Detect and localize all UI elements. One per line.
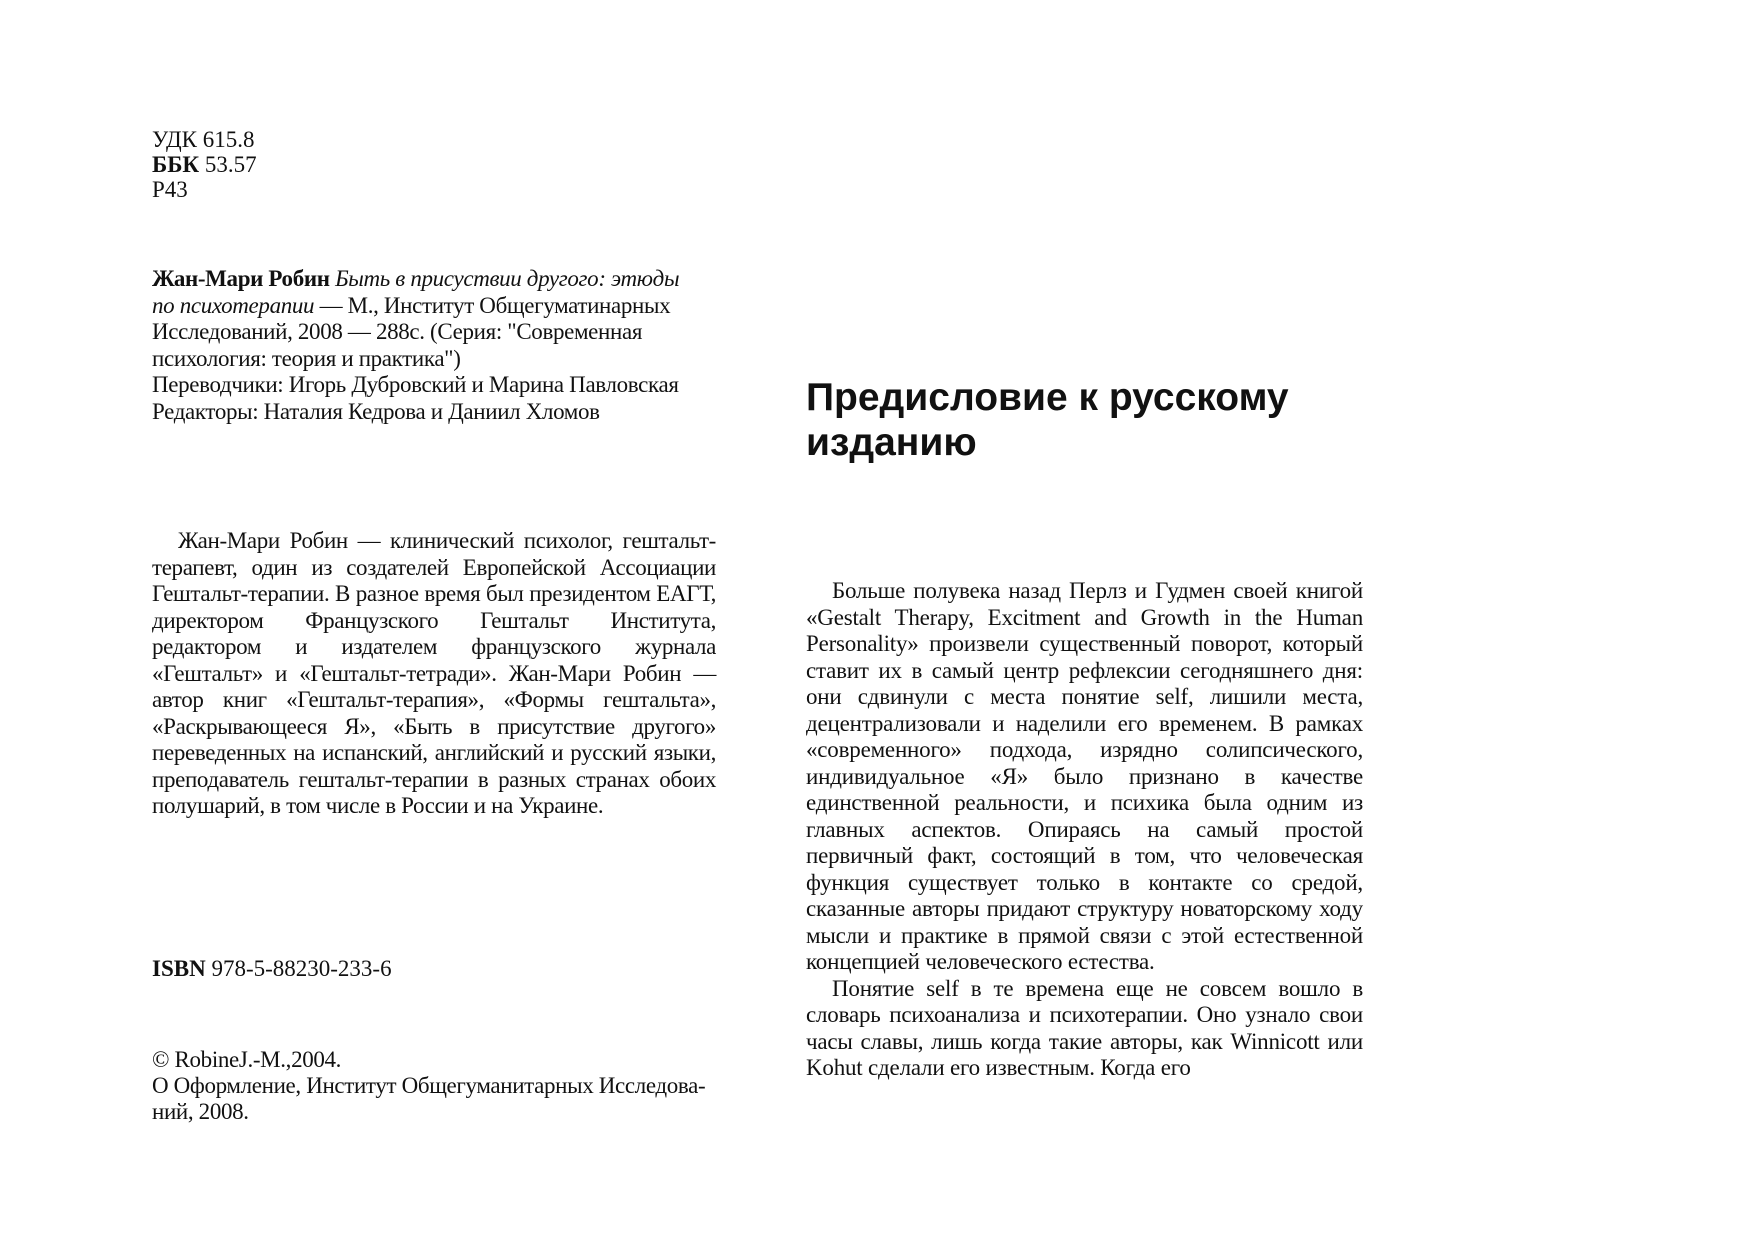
classification-block <box>152 127 452 202</box>
left-page <box>0 0 876 1241</box>
udk-label: УДК <box>152 127 197 152</box>
preface-paragraph-1: Больше полувека назад Перлз и Гудмен своей книгой «Gestalt Therapy, Excitment and Growth in the Human Personality» произвели существенный поворот, который ставит их в самый центр рефлексии сегодняшнего дня: они сдвинули с места понятие self, лишили места, децентрализовали и наделили его временем. В рамках «современного» подхода, изрядно солипсического, индивидуальное «Я» было признано в качестве единственной реальности, и психика была одним из главных аспектов. Опираясь на самый простой первичный факт, состоящий в том, что человеческая функция существует только в контакте со средой, сказанные авторы придают структуру новаторскому ходу мысли и практике в прямой связи с этой естественной концепцией человеческого естества. <box>806 578 1363 974</box>
author-bio <box>152 528 716 820</box>
bbk-line <box>152 152 452 177</box>
author-mark: Р43 <box>152 177 188 202</box>
preface-paragraph-2: Понятие self в те времена еще не совсем вошло в словарь психоанализа и психотерапии. Оно узнало свои часы славы, лишь когда такие авторы, как Winnicott или Kohut сделали его известным. Когда его <box>806 975 1363 1080</box>
publication-details: Исследований, 2008 — 288с. (Серия: "Современная <box>152 319 643 344</box>
isbn-label: ISBN <box>152 956 206 981</box>
isbn-line <box>152 956 392 983</box>
series-info: психология: теория и практика") <box>152 345 461 371</box>
udk-line <box>152 127 452 152</box>
bbk-label: ББК <box>152 152 200 177</box>
copyright-line-3: ний, 2008. <box>152 1099 249 1124</box>
preface-body <box>806 578 1363 1082</box>
chapter-title-line-2: изданию <box>806 421 977 464</box>
publisher-info: — М., Институт Общегуматинарных <box>314 292 671 318</box>
chapter-title-line-1: Предисловие к русскому <box>806 376 1289 419</box>
book-title-part1: Быть в присуствии другого: этюды <box>335 266 680 291</box>
author-name: Жан-Мари Робин <box>152 266 330 291</box>
udk-value: 615.8 <box>202 127 255 152</box>
bio-paragraph: Жан-Мари Робин — клинический психолог, гештальт-терапевт, один из создателей Европейской Ассоциации Гештальт-терапии. В разное время был президентом ЕАГТ, директором Французского Гештальт Института, редактором и издателем французского журнала «Гештальт» и «Гештальт-тетради». Жан-Мари Робин — автор книг «Гештальт-терапия», «Формы гештальта», «Раскрывающееся Я», «Быть в присутствие другого» переведенных на испанский, английский и русский языки, преподаватель гештальт-терапии в разных странах обоих полушарий, в том числе в России и на Украине. <box>152 528 716 818</box>
copyright-block <box>152 1047 712 1125</box>
editors: Редакторы: Наталия Кедрова и Даниил Хломов <box>152 398 600 424</box>
copyright-line-1: © RobineJ.-M.,2004. <box>152 1047 342 1072</box>
bibliographic-record <box>152 266 712 425</box>
bbk-value: 53.57 <box>204 152 257 177</box>
isbn-value: 978-5-88230-233-6 <box>211 956 392 981</box>
chapter-title <box>806 375 1406 465</box>
copyright-line-2: О Оформление, Институт Общегуманитарных Исследова- <box>152 1073 706 1098</box>
translators: Переводчики: Игорь Дубровский и Марина Павловская <box>152 372 679 397</box>
book-title-part2: по психотерапии <box>152 292 315 318</box>
